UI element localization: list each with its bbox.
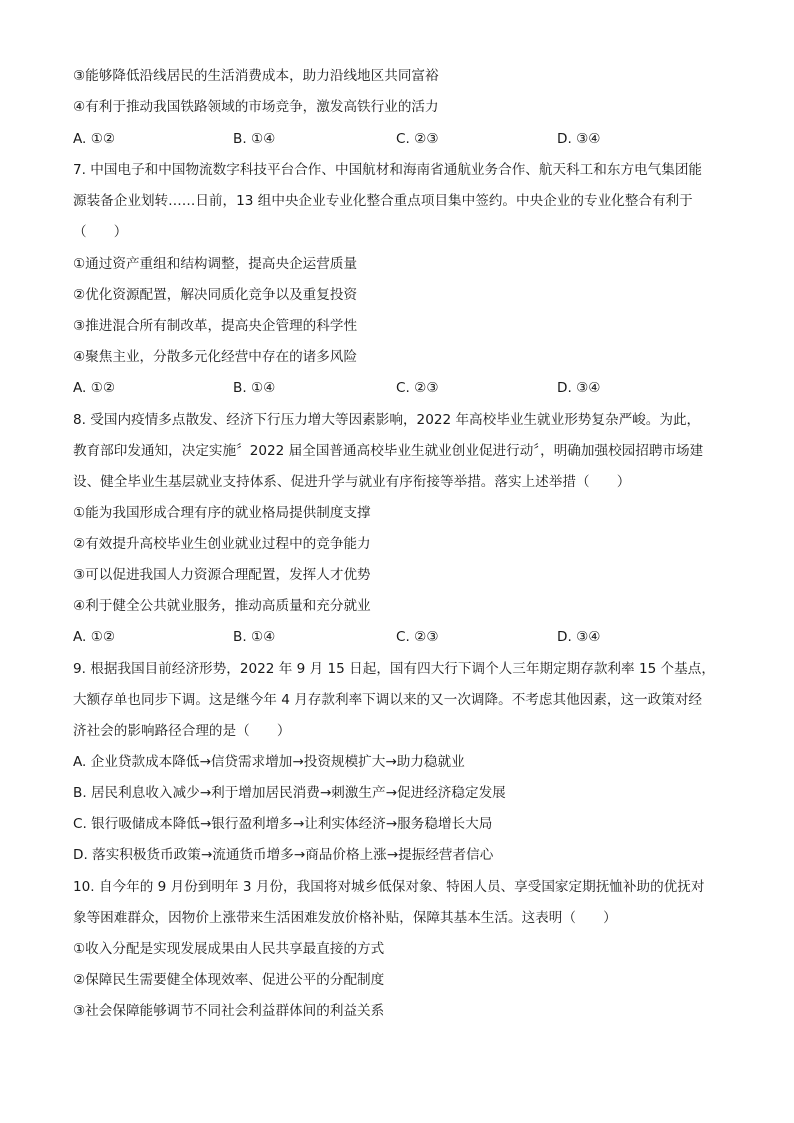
q7-stem-line-2: 源装备企业划转……日前，13 组中央企业专业化整合重点项目集中签约。中央企业的专业化整合有利于 xyxy=(73,193,693,209)
q9-choice-c: C. 银行吸储成本降低→银行盈利增多→让利实体经济→服务稳增长大局 xyxy=(73,816,493,832)
q9-stem-line-1: 9. 根据我国目前经济形势，2022 年 9 月 15 日起，国有四大行下调个人三年期定期存款利率 15 个基点， xyxy=(73,661,715,677)
q10-item-1: ①收入分配是实现发展成果由人民共享最直接的方式 xyxy=(73,941,385,957)
q7-stem-line-3: （ ） xyxy=(73,224,128,240)
q8-item-1: ①能为我国形成合理有序的就业格局提供制度支撑 xyxy=(73,505,371,521)
q10-item-3: ③社会保障能够调节不同社会利益群体间的利益关系 xyxy=(73,1003,385,1019)
q7-option-d: D. ③④ xyxy=(557,380,601,396)
q7-item-3: ③推进混合所有制改革，提高央企管理的科学性 xyxy=(73,318,358,334)
q8-option-b: B. ①④ xyxy=(233,629,276,645)
q6-option-c: C. ②③ xyxy=(396,131,439,147)
q10-stem-line-1: 10. 自今年的 9 月份到明年 3 月份，我国将对城乡低保对象、特困人员、享受国家定期抚恤补助的优抚对 xyxy=(73,879,705,895)
q10-stem-line-2: 象等困难群众，因物价上涨带来生活困难发放价格补贴，保障其基本生活。这表明（ ） xyxy=(73,910,617,926)
q8-item-4: ④利于健全公共就业服务，推动高质量和充分就业 xyxy=(73,598,371,614)
q8-option-c: C. ②③ xyxy=(396,629,439,645)
q8-stem-line-3: 设、健全毕业生基层就业支持体系、促进升学与就业有序衔接等举措。落实上述举措（ ） xyxy=(73,474,631,490)
q7-option-b: B. ①④ xyxy=(233,380,276,396)
q6-item-3: ③能够降低沿线居民的生活消费成本，助力沿线地区共同富裕 xyxy=(73,68,439,84)
q7-stem-line-1: 7. 中国电子和中国物流数字科技平台合作、中国航材和海南省通航业务合作、航天科工和东方电气集团能 xyxy=(73,162,703,178)
q7-item-2: ②优化资源配置，解决同质化竞争以及重复投资 xyxy=(73,287,358,303)
q6-item-4: ④有利于推动我国铁路领域的市场竞争，激发高铁行业的活力 xyxy=(73,99,439,115)
q8-option-a: A. ①② xyxy=(73,629,116,645)
q9-choice-d: D. 落实积极货币政策→流通货币增多→商品价格上涨→提振经营者信心 xyxy=(73,847,494,863)
q6-option-b: B. ①④ xyxy=(233,131,276,147)
q8-item-2: ②有效提升高校毕业生创业就业过程中的竞争能力 xyxy=(73,536,371,552)
q8-item-3: ③可以促进我国人力资源合理配置，发挥人才优势 xyxy=(73,567,371,583)
q8-stem-line-2: 教育部印发通知，决定实施〞2022 届全国普通高校毕业生就业创业促进行动〞，明确加强校园招聘市场建 xyxy=(73,443,704,459)
q9-stem-line-2: 大额存单也同步下调。这是继今年 4 月存款利率下调以来的又一次调降。不考虑其他因素，这一政策对经 xyxy=(73,692,703,708)
q9-choice-b: B. 居民利息收入减少→利于增加居民消费→刺激生产→促进经济稳定发展 xyxy=(73,785,506,801)
q7-item-4: ④聚焦主业，分散多元化经营中存在的诸多风险 xyxy=(73,349,358,365)
q9-choice-a: A. 企业贷款成本降低→信贷需求增加→投资规模扩大→助力稳就业 xyxy=(73,754,465,770)
q9-stem-line-3: 济社会的影响路径合理的是（ ） xyxy=(73,723,291,739)
q7-option-c: C. ②③ xyxy=(396,380,439,396)
q6-option-d: D. ③④ xyxy=(557,131,601,147)
q8-option-d: D. ③④ xyxy=(557,629,601,645)
q6-option-a: A. ①② xyxy=(73,131,116,147)
q7-option-a: A. ①② xyxy=(73,380,116,396)
q10-item-2: ②保障民生需要健全体现效率、促进公平的分配制度 xyxy=(73,972,385,988)
q7-item-1: ①通过资产重组和结构调整，提高央企运营质量 xyxy=(73,256,358,272)
q8-stem-line-1: 8. 受国内疫情多点散发、经济下行压力增大等因素影响，2022 年高校毕业生就业形势复杂严峻。为此， xyxy=(73,412,701,428)
